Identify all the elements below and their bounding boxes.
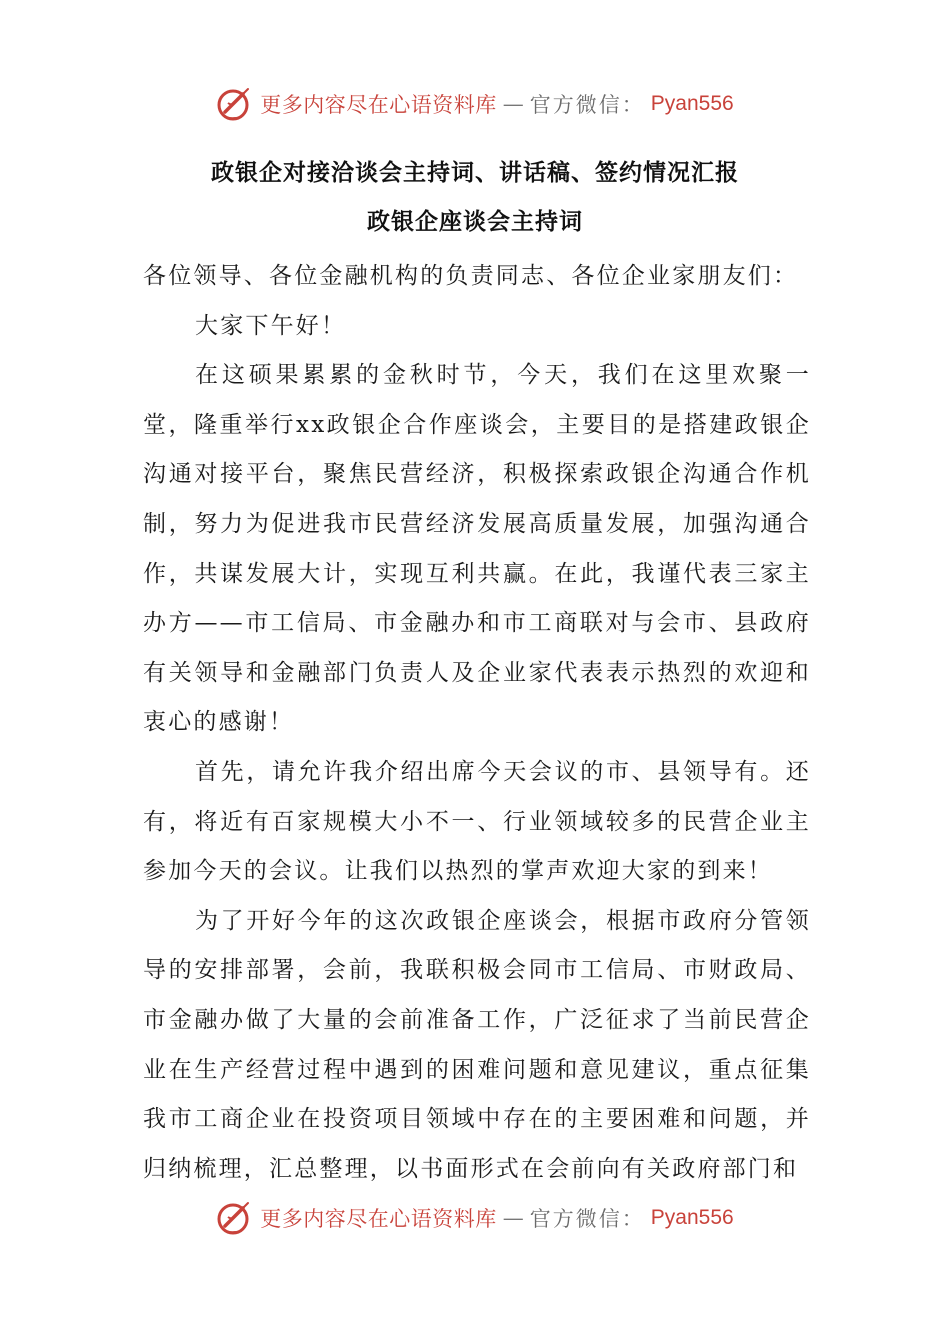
watermark-separator: — — [502, 1206, 524, 1230]
document-body — [143, 252, 811, 1194]
watermark-wechat-label: 官方微信： — [529, 93, 645, 117]
header-watermark-banner — [0, 82, 950, 126]
introduction-paragraph: 首先，请允许我介绍出席今天会议的市、县领导有。还有，将近有百家规模大小不一、行业领域较多的民营企业主参加今天的会议。让我们以热烈的掌声欢迎大家的到来！ — [143, 758, 811, 885]
pen-seal-logo-icon — [216, 85, 254, 123]
watermark-brand-text: 更多内容尽在心语资料库 — [260, 93, 497, 117]
salutation-paragraph: 各位领导、各位金融机构的负责同志、各位企业家朋友们： — [143, 263, 799, 289]
document-title: 政银企对接洽谈会主持词、讲话稿、签约情况汇报 — [211, 160, 739, 186]
opening-paragraph: 在这硕果累累的金秋时节，今天，我们在这里欢聚一堂，隆重举行xx政银企合作座谈会，主要目的是搭建政银企沟通对接平台，聚焦民营经济，积极探索政银企沟通合作机制，努力为促进我市民营经济发展高质量发展，加强沟通合作，共谋发展大计，实现互利共赢。在此，我谨代表三家主办方——市工信局、市金融办和市工商联对与会市、县政府有关领导和金融部门负责人及企业家代表表示热烈的欢迎和衷心的感谢！ — [143, 362, 811, 736]
greeting-paragraph: 大家下午好！ — [195, 312, 347, 339]
preparation-paragraph: 为了开好今年的这次政银企座谈会，根据市政府分管领导的安排部署，会前，我联积极会同市工信局、市财政局、市金融办做了大量的会前准备工作，广泛征求了当前民营企业在生产经营过程中遇到的困难问题和意见建议，重点征集我市工商企业在投资项目领域中存在的主要困难和问题，并归纳梳理，汇总整理，以书面形式在会前向有关政府部门和 — [143, 907, 811, 1182]
pen-seal-logo-icon — [216, 1199, 254, 1237]
watermark-wechat-label: 官方微信： — [529, 1207, 645, 1231]
watermark-wechat-id: Pyan556 — [650, 92, 734, 115]
watermark-wechat-id: Pyan556 — [650, 1206, 734, 1229]
watermark-brand-text: 更多内容尽在心语资料库 — [260, 1207, 497, 1231]
footer-watermark-banner — [0, 1196, 950, 1240]
document-subtitle: 政银企座谈会主持词 — [367, 209, 583, 235]
watermark-separator: — — [502, 92, 524, 116]
